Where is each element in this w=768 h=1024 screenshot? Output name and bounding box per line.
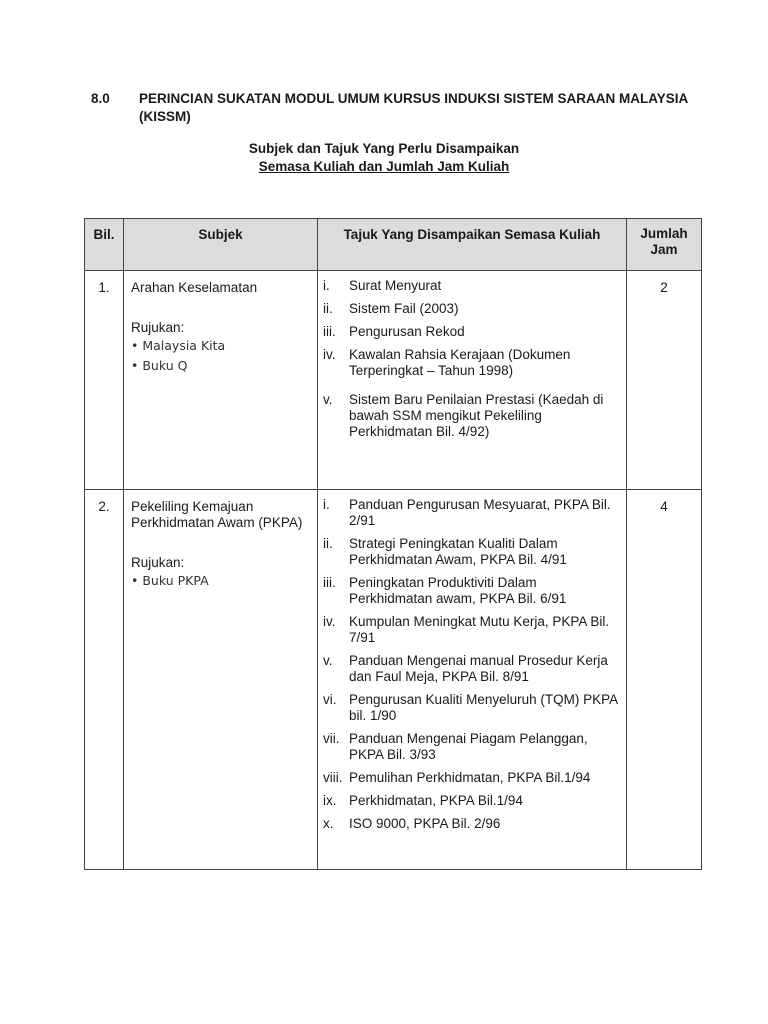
section-title: PERINCIAN SUKATAN MODUL UMUM KURSUS INDUKSI SISTEM SARAAN MALAYSIA (KISSM)	[139, 91, 688, 124]
subtitle-line-1: Subjek dan Tajuk Yang Perlu Disampaikan	[248, 141, 520, 156]
item-text: Kawalan Rahsia Kerajaan (Dokumen Terperingkat – Tahun 1998)	[349, 347, 571, 378]
item-text: Strategi Peningkatan Kualiti Dalam Perkhidmatan Awam, PKPA Bil. 4/91	[349, 536, 567, 567]
row-subjek	[124, 271, 318, 490]
list-item	[323, 301, 620, 317]
item-text: Surat Menyurat	[349, 278, 442, 293]
item-text: Perkhidmatan, PKPA Bil.1/94	[349, 793, 523, 808]
document-subtitle	[0, 140, 768, 176]
list-item	[323, 731, 620, 763]
list-item	[323, 770, 620, 786]
tajuk-list	[323, 497, 620, 832]
row-bil: 2.	[85, 490, 124, 870]
subjek-title: Arahan Keselamatan	[131, 280, 258, 295]
item-number: i.	[323, 278, 330, 293]
rujukan-label: Rujukan:	[131, 320, 185, 335]
item-number: v.	[323, 392, 333, 407]
item-number: v.	[323, 653, 333, 668]
list-item	[323, 816, 620, 832]
item-text: Peningkatan Produktiviti Dalam Perkhidmatan awam, PKPA Bil. 6/91	[349, 575, 567, 606]
item-number: vi.	[323, 692, 337, 707]
subjek-title: Pekeliling Kemajuan Perkhidmatan Awam (PKPA)	[131, 499, 303, 530]
item-text: Kumpulan Meningkat Mutu Kerja, PKPA Bil. 7/91	[349, 614, 610, 645]
tajuk-list	[323, 278, 620, 440]
item-text: Pemulihan Perkhidmatan, PKPA Bil.1/94	[349, 770, 591, 785]
list-item	[323, 536, 620, 568]
syllabus-table	[84, 218, 702, 870]
list-item	[323, 497, 620, 529]
item-number: iii.	[323, 575, 336, 590]
item-number: ii.	[323, 301, 333, 316]
list-item	[323, 692, 620, 724]
table-header-row	[85, 219, 702, 271]
section-heading	[91, 90, 711, 126]
item-number: ix.	[323, 793, 337, 808]
list-item	[323, 347, 620, 379]
item-text: Sistem Fail (2003)	[349, 301, 459, 316]
item-text: Sistem Baru Penilaian Prestasi (Kaedah di bawah SSM mengikut Pekeliling Perkhidmatan Bil. 4/92)	[349, 392, 604, 439]
rujukan-item: • Buku Q	[131, 358, 188, 373]
item-text: Panduan Pengurusan Mesyuarat, PKPA Bil. 2/91	[349, 497, 611, 528]
header-bil: Bil.	[85, 219, 124, 271]
header-jumlah-jam: Jumlah Jam	[627, 219, 702, 271]
table-row	[85, 490, 702, 870]
item-text: Pengurusan Rekod	[349, 324, 465, 339]
list-item	[323, 324, 620, 340]
rujukan-item: • Malaysia Kita	[131, 338, 226, 353]
rujukan-item: • Buku PKPA	[131, 573, 209, 588]
item-number: vii.	[323, 731, 340, 746]
item-number: iv.	[323, 614, 336, 629]
item-number: iv.	[323, 347, 336, 362]
item-text: Pengurusan Kualiti Menyeluruh (TQM) PKPA bil. 1/90	[349, 692, 618, 723]
item-text: ISO 9000, PKPA Bil. 2/96	[349, 816, 501, 831]
item-number: ii.	[323, 536, 333, 551]
row-tajuk	[318, 490, 627, 870]
item-number: i.	[323, 497, 330, 512]
item-text: Panduan Mengenai manual Prosedur Kerja dan Faul Meja, PKPA Bil. 8/91	[349, 653, 608, 684]
header-tajuk: Tajuk Yang Disampaikan Semasa Kuliah	[318, 219, 627, 271]
list-item	[323, 278, 620, 294]
list-item	[323, 793, 620, 809]
table-row	[85, 271, 702, 490]
header-subjek: Subjek	[124, 219, 318, 271]
item-number: x.	[323, 816, 334, 831]
row-subjek	[124, 490, 318, 870]
list-item	[323, 653, 620, 685]
row-tajuk	[318, 271, 627, 490]
item-number: viii.	[323, 770, 343, 785]
row-jumlah-jam: 2	[627, 271, 702, 490]
rujukan-label: Rujukan:	[131, 555, 185, 570]
section-number: 8.0	[91, 91, 110, 106]
subtitle-line-2: Semasa Kuliah dan Jumlah Jam Kuliah	[258, 159, 510, 174]
item-text: Panduan Mengenai Piagam Pelanggan, PKPA Bil. 3/93	[349, 731, 588, 762]
row-jumlah-jam: 4	[627, 490, 702, 870]
list-item	[323, 575, 620, 607]
row-bil: 1.	[85, 271, 124, 490]
list-item	[323, 614, 620, 646]
item-number: iii.	[323, 324, 336, 339]
list-item	[323, 392, 620, 440]
